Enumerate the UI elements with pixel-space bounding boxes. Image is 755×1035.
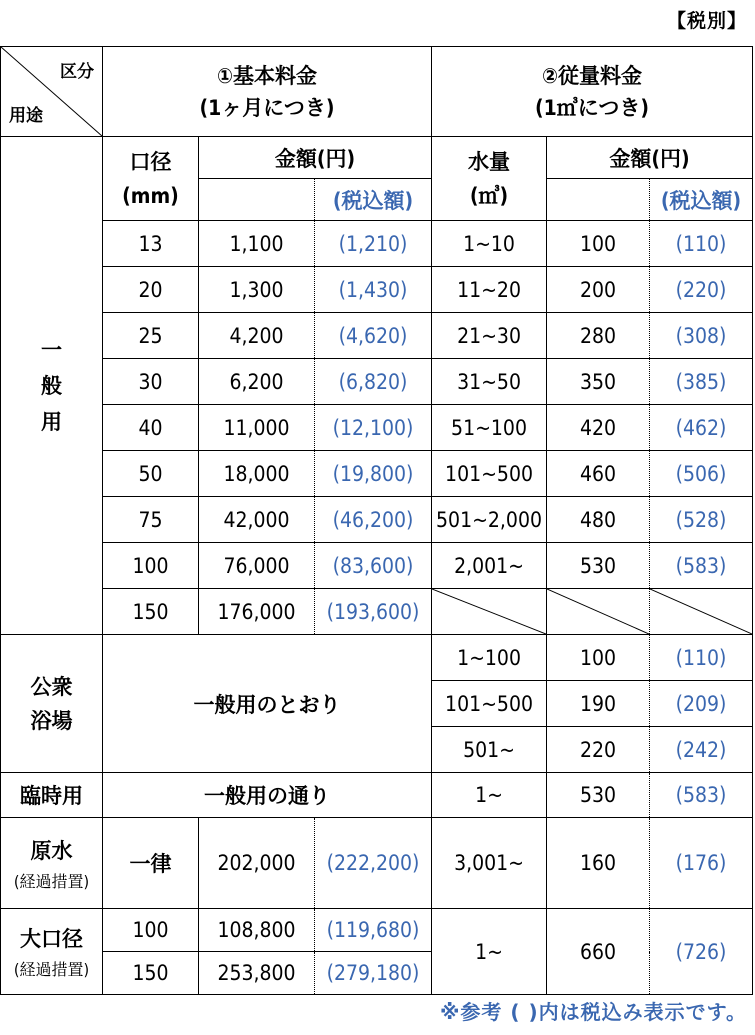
table-cell: 280 [547, 313, 650, 359]
public-bath-basic: 一般用のとおり [103, 635, 432, 773]
table-cell: 190 [547, 681, 650, 727]
empty-diagonal-cell [650, 589, 753, 635]
empty-diagonal-cell [432, 589, 547, 635]
table-cell: (1,210) [315, 221, 432, 267]
table-cell: (46,200) [315, 497, 432, 543]
general-use-label: 一 般 用 [1, 137, 103, 635]
table-cell: 76,000 [199, 543, 315, 589]
table-cell: 1~ [432, 909, 547, 995]
table-cell: 1~100 [432, 635, 547, 681]
table-cell: (176) [650, 818, 753, 909]
table-cell: 350 [547, 359, 650, 405]
volume-charge-title: ②従量料金 [542, 63, 643, 88]
table-cell: 11,000 [199, 405, 315, 451]
table-row [1, 909, 753, 952]
table-cell: (119,680) [315, 909, 432, 952]
table-cell: 460 [547, 451, 650, 497]
table-cell: 1,300 [199, 267, 315, 313]
table-row [1, 497, 753, 543]
table-cell: 4,200 [199, 313, 315, 359]
table-cell: 160 [547, 818, 650, 909]
table-cell: 2,001~ [432, 543, 547, 589]
temporary-basic: 一般用の通り [103, 773, 432, 818]
table-cell: 6,200 [199, 359, 315, 405]
table-cell: 660 [547, 909, 650, 995]
table-row [1, 313, 753, 359]
water-rate-table [0, 46, 753, 995]
table-cell: 50 [103, 451, 199, 497]
table-cell: 530 [547, 773, 650, 818]
table-row [1, 359, 753, 405]
basic-tax-incl-header: (税込額) [315, 179, 432, 221]
table-cell: 20 [103, 267, 199, 313]
table-cell: 253,800 [199, 952, 315, 995]
table-cell: 1,100 [199, 221, 315, 267]
table-cell: 13 [103, 221, 199, 267]
table-cell: (19,800) [315, 451, 432, 497]
table-cell: 1~ [432, 773, 547, 818]
table-cell: 25 [103, 313, 199, 359]
table-cell: 11~20 [432, 267, 547, 313]
table-cell: (242) [650, 727, 753, 773]
volume-amount-header: 金額(円) [547, 137, 753, 179]
table-cell: 202,000 [199, 818, 315, 909]
large-diameter-label: 大口径 (経過措置) [1, 909, 103, 995]
table-cell: (220) [650, 267, 753, 313]
empty-diagonal-cell [547, 589, 650, 635]
table-row [1, 405, 753, 451]
table-cell: (308) [650, 313, 753, 359]
table-row [1, 221, 753, 267]
table-cell: (110) [650, 635, 753, 681]
table-cell: 100 [547, 635, 650, 681]
table-cell: 18,000 [199, 451, 315, 497]
water-volume-header: 水量 (㎥) [432, 137, 547, 221]
table-cell: 100 [103, 909, 199, 952]
volume-blank-header [547, 179, 650, 221]
diameter-header: 口径 (mm) [103, 137, 199, 221]
table-cell: 501~2,000 [432, 497, 547, 543]
table-cell: (279,180) [315, 952, 432, 995]
tax-excluded-note: 【税別】 [666, 10, 747, 32]
table-cell: 420 [547, 405, 650, 451]
table-cell: (528) [650, 497, 753, 543]
volume-charge-header [432, 47, 753, 137]
public-bath-label: 公衆 浴場 [1, 635, 103, 773]
table-cell: 200 [547, 267, 650, 313]
table-cell: (583) [650, 773, 753, 818]
volume-tax-incl-header: (税込額) [650, 179, 753, 221]
basic-amount-header: 金額(円) [199, 137, 432, 179]
table-cell: 75 [103, 497, 199, 543]
table-cell: 101~500 [432, 451, 547, 497]
table-cell: 100 [547, 221, 650, 267]
usage-label: 用途 [9, 106, 43, 126]
table-cell: (193,600) [315, 589, 432, 635]
table-cell: (110) [650, 221, 753, 267]
table-cell: (209) [650, 681, 753, 727]
table-cell: 108,800 [199, 909, 315, 952]
table-row [1, 543, 753, 589]
category-usage-corner [1, 47, 103, 137]
table-cell: 42,000 [199, 497, 315, 543]
table-cell: (462) [650, 405, 753, 451]
footer-note: ※参考 ( )内は税込み表示です。 [439, 1000, 747, 1024]
table-cell: 3,001~ [432, 818, 547, 909]
table-cell: 30 [103, 359, 199, 405]
table-cell: (12,100) [315, 405, 432, 451]
table-cell: (583) [650, 543, 753, 589]
basic-charge-title: ①基本料金 [217, 63, 317, 88]
table-cell: 1~10 [432, 221, 547, 267]
header-row [1, 47, 753, 137]
table-row [1, 451, 753, 497]
table-row [1, 635, 753, 681]
table-cell: (83,600) [315, 543, 432, 589]
table-cell: (385) [650, 359, 753, 405]
category-label: 区分 [60, 62, 94, 82]
table-cell: (222,200) [315, 818, 432, 909]
table-cell: 176,000 [199, 589, 315, 635]
table-cell: 150 [103, 589, 199, 635]
table-cell: 40 [103, 405, 199, 451]
table-row [1, 589, 753, 635]
table-cell: 480 [547, 497, 650, 543]
table-cell: 100 [103, 543, 199, 589]
raw-water-label: 原水 (経過措置) [1, 818, 103, 909]
table-cell: (506) [650, 451, 753, 497]
table-cell: 51~100 [432, 405, 547, 451]
basic-charge-header [103, 47, 432, 137]
table-cell: 530 [547, 543, 650, 589]
table-cell: (726) [650, 909, 753, 995]
basic-charge-subtitle: (1ヶ月につき) [199, 95, 335, 120]
table-cell: 一律 [103, 818, 199, 909]
table-row [1, 818, 753, 909]
volume-charge-subtitle: (1㎥につき) [535, 95, 650, 120]
table-cell: 501~ [432, 727, 547, 773]
table-cell: 220 [547, 727, 650, 773]
table-cell: (1,430) [315, 267, 432, 313]
table-cell: 101~500 [432, 681, 547, 727]
table-cell: (6,820) [315, 359, 432, 405]
table-cell: 150 [103, 952, 199, 995]
basic-blank-header [199, 179, 315, 221]
temporary-label: 臨時用 [1, 773, 103, 818]
table-cell: 21~30 [432, 313, 547, 359]
table-cell: (4,620) [315, 313, 432, 359]
table-row [1, 267, 753, 313]
table-row [1, 773, 753, 818]
table-cell: 31~50 [432, 359, 547, 405]
